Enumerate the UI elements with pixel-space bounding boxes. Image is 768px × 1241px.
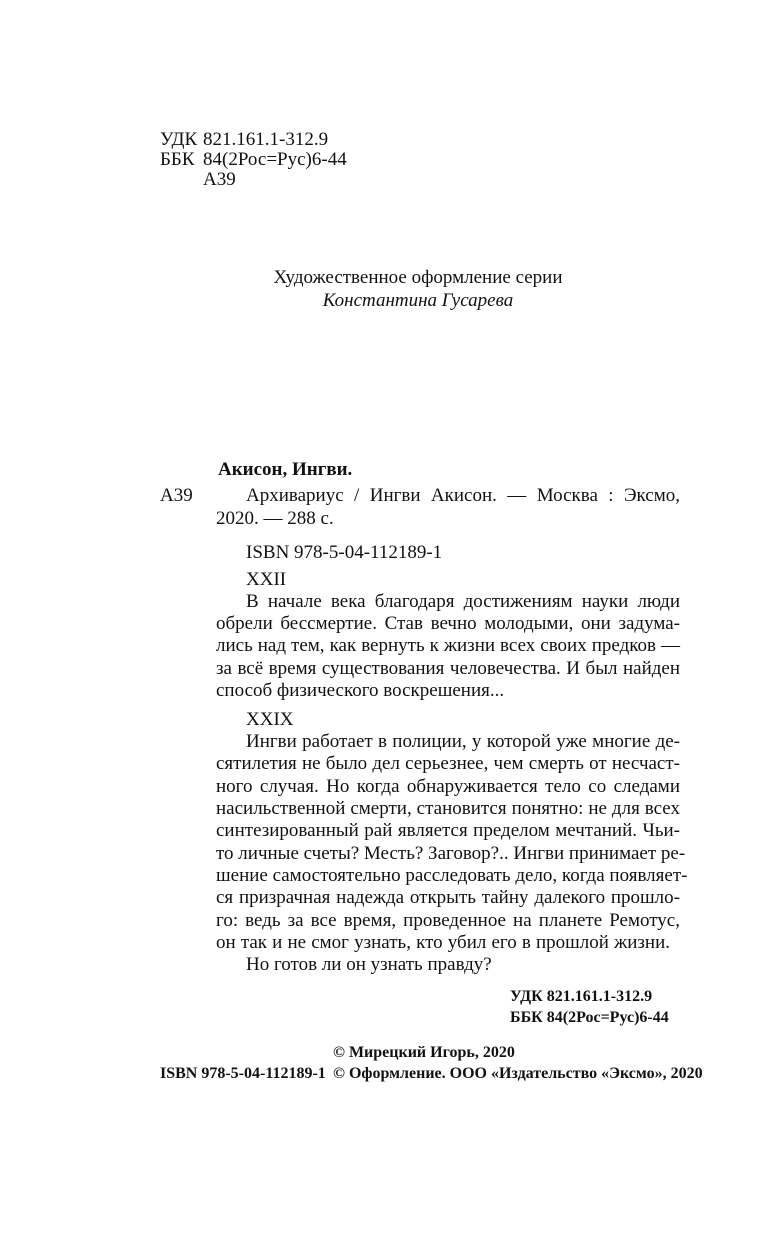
udk-value: 821.161.1-312.9 bbox=[203, 129, 329, 150]
annotation-line: синтезированный рай является пределом мечтаний. Чьи- bbox=[216, 820, 680, 841]
design-credit-title: Художественное оформление серии bbox=[273, 267, 563, 288]
bottom-udk: УДК 821.161.1-312.9 bbox=[510, 988, 653, 1005]
catalog-author-sign: А39 bbox=[160, 485, 193, 506]
annotation-line: насильственной смерти, становится понятно: не для всех bbox=[216, 798, 680, 819]
design-credit-name: Константина Гусарева bbox=[322, 290, 514, 311]
bbk-value: 84(2Рос=Рус)6-44 bbox=[203, 149, 347, 170]
catalog-author: Акисон, Ингви. bbox=[218, 459, 353, 480]
annotation-line: способ физического воскрешения... bbox=[216, 680, 505, 701]
author-sign: А39 bbox=[203, 169, 236, 190]
catalog-title-line: 2020. — 288 с. bbox=[216, 508, 334, 529]
annotation-line: В начале века благодаря достижениям науки люди bbox=[246, 591, 680, 612]
annotation-line: Ингви работает в полиции, у которой уже многие де- bbox=[246, 731, 680, 752]
annotation-last-line: Но готов ли он узнать правду? bbox=[246, 954, 492, 975]
annotation-line: го: ведь за все время, проведенное на планете Ремотус, bbox=[216, 910, 680, 931]
annotation-line: лись над тем, как вернуть к жизни всех своих предков — bbox=[216, 635, 680, 656]
annotation-line: за всё время существования человечества. И был найден bbox=[216, 658, 680, 679]
annotation-line: сятилетия не было дел серьезнее, чем смерть от несчаст- bbox=[216, 753, 680, 774]
annotation1-heading: XXII bbox=[246, 569, 287, 590]
annotation-line: то личные счеты? Месть? Заговор?.. Ингви принимает ре- bbox=[216, 843, 686, 864]
annotation-line: шение самостоятельно расследовать дело, когда появляет- bbox=[216, 865, 688, 886]
catalog-title-line: Архивариус / Ингви Акисон. — Москва : Эксмо, bbox=[246, 485, 680, 506]
annotation-line: ного случая. Но когда обнаруживается тело со следами bbox=[216, 776, 680, 797]
udk-label: УДК bbox=[160, 129, 198, 150]
bbk-label: ББК bbox=[160, 149, 195, 170]
annotation2-heading: XXIX bbox=[246, 709, 294, 730]
copyright-isbn: ISBN 978-5-04-112189-1 bbox=[160, 1065, 326, 1082]
bottom-bbk: ББК 84(2Рос=Рус)6-44 bbox=[510, 1009, 669, 1026]
copyright-design: © Оформление. ООО «Издательство «Эксмо», 2020 bbox=[333, 1065, 703, 1082]
catalog-isbn: ISBN 978-5-04-112189-1 bbox=[246, 542, 443, 563]
annotation-line: ся призрачная надежда открыть тайну далекого прошло- bbox=[216, 887, 680, 908]
annotation-line: он так и не смог узнать, кто убил его в прошлой жизни. bbox=[216, 932, 670, 953]
copyright-author: © Мирецкий Игорь, 2020 bbox=[333, 1044, 515, 1061]
annotation-line: обрели бессмертие. Став вечно молодыми, они задума- bbox=[216, 613, 680, 634]
